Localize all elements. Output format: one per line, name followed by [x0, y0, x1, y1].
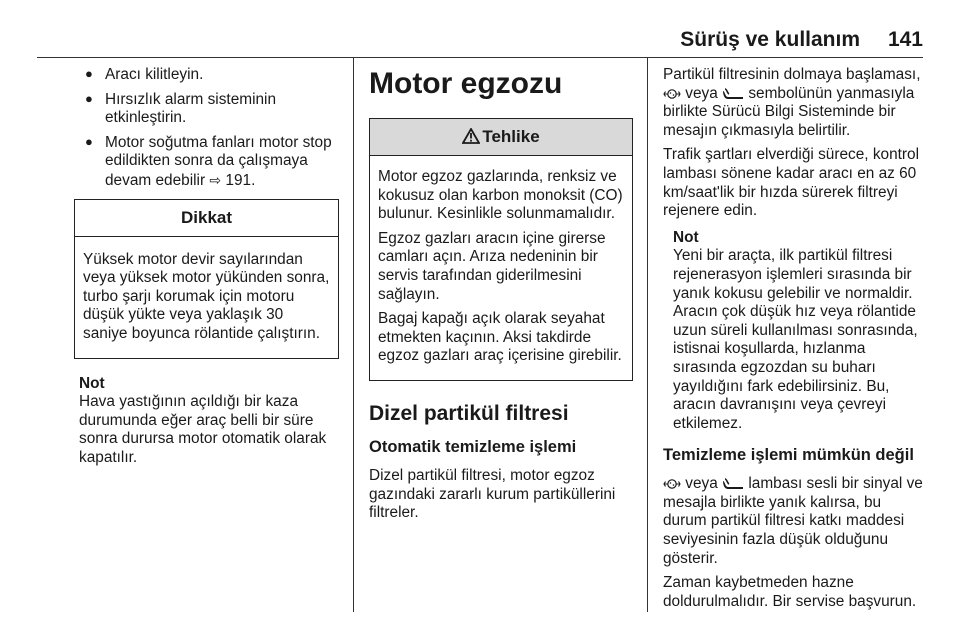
paragraph: Dizel partikül filtresi, motor egzoz gazındaki zararlı kurum partiküllerini filtreler. — [369, 466, 616, 522]
note-block — [79, 375, 342, 468]
paragraph: Zaman kaybetmeden hazne doldurulmalıdır. Bir servise başvurun. — [663, 574, 917, 610]
danger-box — [369, 118, 633, 381]
page-reference-arrow-icon: ⇨ — [209, 171, 222, 188]
caution-box-body: Yüksek motor devir sayılarından veya yüksek motor yükünden sonra, turbo şarjı korumak için motoru düşük yükte veya yaklaşık 30 saniye boyunca rölantide çalıştırın. — [83, 250, 330, 342]
page-header-title: Sürüş ve kullanım — [680, 28, 860, 51]
danger-box-body: Motor egzoz gazlarında, renksiz ve kokusuz olan karbon monoksit (CO) bulunur. Kesinlikle solunmamalıdır. Egzoz gazları aracın içine girerse camları açın. Arıza nedeninin bir servis tarafından giderilmesini sağlayın. Bagaj kapağı açık olarak seyahat etmekten kaçının. Aksi takdirde egzoz gazları araç içerisine girebilir. — [378, 168, 623, 365]
note-block — [663, 229, 925, 434]
list-item: ● Aracı kilitleyin. — [80, 66, 342, 85]
column-divider — [647, 57, 648, 612]
filter-warning-icon — [663, 478, 681, 490]
paragraph: Trafik şartları elverdiği sürece, kontrol lambası sönene kadar aracı en az 60 km/saat'lik bir hızda sürerek filtreyi rejenere edin. — [663, 146, 920, 220]
column-2 — [369, 60, 633, 529]
section-heading: Motor egzozu — [369, 67, 563, 100]
paragraph: veya lambası sesli bir sinyal ve mesajla birlikte yanık kalırsa, bu durum partikül filtresi katkı maddesi seviyesinin fazla düşük olduğunu gösterir. — [663, 475, 923, 567]
list-item: ● Motor soğutma fanları motor stop edildikten sonra da çalışmaya devam edebilir ⇨ 191. — [80, 134, 342, 191]
page-header — [0, 0, 960, 60]
page-reference-link[interactable]: 191. — [225, 171, 256, 189]
glow-plug-icon — [722, 478, 744, 490]
caution-box-title: Dikkat — [75, 200, 338, 237]
warning-triangle-icon — [462, 128, 480, 144]
page-number: 141 — [887, 28, 923, 51]
subsection-heading: Temizleme işlemi mümkün değil — [663, 446, 914, 465]
note-text: Hava yastığının açıldığı bir kaza durumunda eğer araç belli bir süre sonra durursa motor otomatik olarak kapatılır. — [79, 393, 327, 466]
column-divider — [353, 57, 354, 612]
column-3 — [663, 66, 925, 617]
bullet-list — [80, 66, 342, 191]
paragraph: Partikül filtresinin dolmaya başlaması, veya sembolünün yanmasıyla birlikte Sürücü Bilgi Sisteminde bir mesajın çıkmasıyla belirtilir. — [663, 66, 921, 139]
list-item: ● Hırsızlık alarm sisteminin etkinleştirin. — [80, 91, 342, 128]
note-label: Not — [79, 374, 105, 392]
note-text: Yeni bir araçta, ilk partikül filtresi rejenerasyon işlemleri sırasında bir yanık kokusu gelebilir ve normaldir. Aracın çok düşük hız veya rölantide uzun süreli kullanılması sonrasında, istisnai koşullarda, hızlanma sırasında egzozdan su buharı yayıldığını fark edebilirsiniz. Bu, aracın davranışını veya çevreyi etkilemez. — [673, 247, 918, 432]
header-rule — [37, 57, 923, 58]
caution-box — [74, 199, 339, 359]
note-label: Not — [673, 228, 699, 246]
danger-box-title: Tehlike — [370, 119, 632, 156]
column-1 — [80, 66, 342, 468]
subsection-heading: Dizel partikül filtresi — [369, 401, 569, 425]
glow-plug-icon — [722, 88, 744, 100]
filter-warning-icon — [663, 88, 681, 100]
subsubsection-heading: Otomatik temizleme işlemi — [369, 437, 577, 456]
